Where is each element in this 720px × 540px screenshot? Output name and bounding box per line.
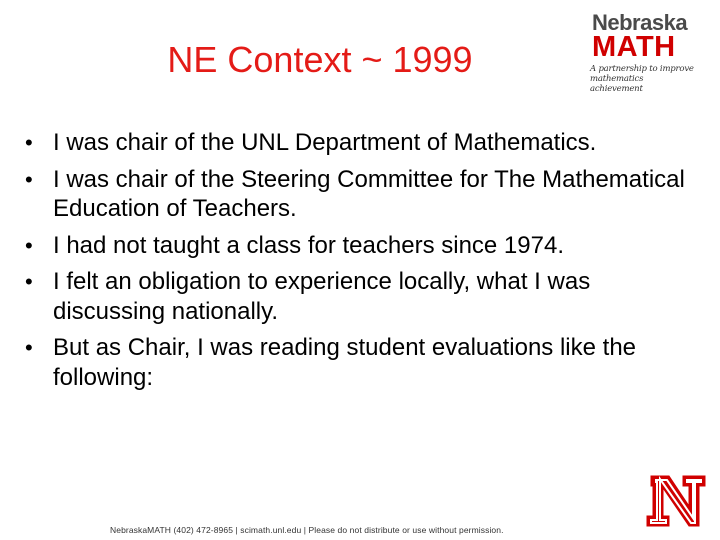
bullet-list bbox=[25, 128, 705, 399]
logo-line-math: MATH bbox=[592, 31, 676, 63]
bullet-item bbox=[25, 165, 705, 224]
bullet-item bbox=[25, 128, 705, 158]
bullet-dot-icon: • bbox=[25, 130, 33, 155]
bullet-item bbox=[25, 333, 705, 392]
bullet-text: But as Chair, I was reading student evaluations like the following: bbox=[53, 334, 637, 391]
bullet-dot-icon: • bbox=[25, 232, 33, 258]
bullet-text: I was chair of the UNL Department of Mathematics. bbox=[53, 129, 597, 156]
bullet-dot-icon: • bbox=[25, 335, 33, 360]
bullet-text: I felt an obligation to experience locally, what I was discussing nationally. bbox=[53, 268, 591, 325]
logo-line-nebraska: Nebraska bbox=[592, 10, 688, 35]
logo-tagline: A partnership to improve mathematics achievement bbox=[590, 64, 694, 94]
bullet-text: I had not taught a class for teachers since 1974. bbox=[53, 231, 564, 259]
nebraska-n-logo-icon bbox=[643, 468, 713, 533]
slide-title: NE Context ~ 1999 bbox=[167, 39, 473, 80]
bullet-item bbox=[25, 231, 705, 261]
footer-text: NebraskaMATH (402) 472-8965 | scimath.unl.edu | Please do not distribute or use without permission. bbox=[110, 525, 504, 535]
bullet-dot-icon: • bbox=[25, 269, 33, 294]
bullet-dot-icon: • bbox=[25, 166, 33, 192]
nebraska-math-logo bbox=[580, 8, 694, 94]
bullet-text: I was chair of the Steering Committee for The Mathematical Education of Teachers. bbox=[53, 165, 685, 222]
bullet-item bbox=[25, 267, 705, 326]
